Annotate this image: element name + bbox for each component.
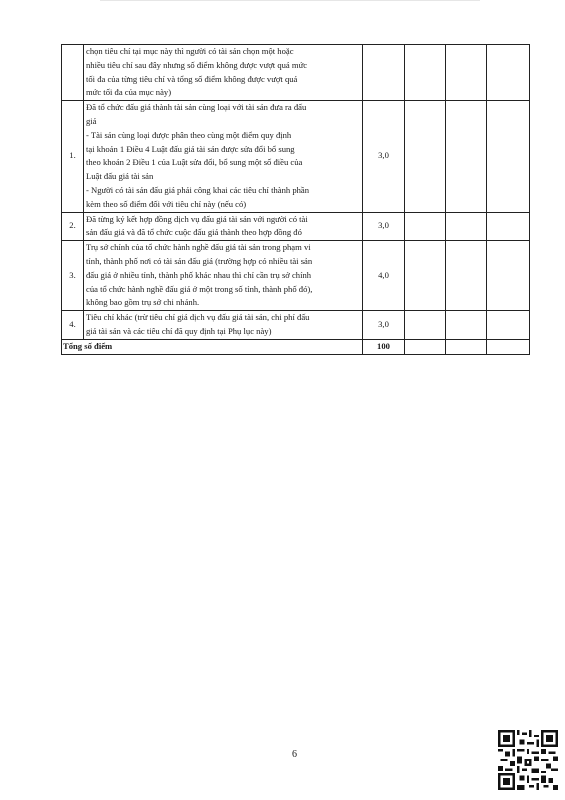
desc-line: Trụ sở chính của tổ chức hành nghề đấu giá tài sản trong phạm vi bbox=[86, 242, 311, 253]
max-points-cell: 3,0 bbox=[363, 101, 405, 212]
score-cell bbox=[487, 101, 530, 212]
desc-line: Đã tổ chức đấu giá thành tài sản cùng loại với tài sản đưa ra đấu bbox=[86, 102, 307, 113]
desc-line: nhiều tiêu chí sau đây nhưng số điểm không được vượt quá mức bbox=[86, 59, 308, 70]
desc-line: không bao gồm trụ sở chi nhánh. bbox=[86, 297, 200, 308]
desc-line: Tiêu chí khác (trừ tiêu chí giá dịch vụ đấu giá tài sản, chi phí đấu bbox=[86, 312, 310, 323]
desc-line: - Người có tài sản đấu giá phải công khai các tiêu chí thành phần bbox=[86, 184, 310, 195]
table-row-criterion-2 bbox=[62, 212, 530, 241]
score-cell bbox=[487, 241, 530, 311]
score-cell bbox=[405, 101, 446, 212]
desc-line: đấu giá ở nhiều tỉnh, thành phố khác nhau thì chỉ cần trụ sở chính bbox=[86, 269, 312, 280]
desc-line: giá bbox=[86, 115, 97, 126]
score-cell bbox=[405, 212, 446, 241]
desc-line: tỉnh, thành phố nơi có tài sản đấu giá (trường hợp có nhiều tài sản bbox=[86, 255, 313, 266]
stt-cell bbox=[62, 45, 84, 101]
max-points-cell: 4,0 bbox=[363, 241, 405, 311]
scoring-criteria-table bbox=[61, 44, 530, 355]
desc-line: sản đấu giá và đã tổ chức cuộc đấu giá thành theo hợp đồng đó bbox=[86, 227, 302, 238]
desc-line: mức tối đa của mục này) bbox=[86, 87, 172, 98]
score-cell bbox=[446, 311, 487, 340]
stt-cell: 3. bbox=[62, 241, 84, 311]
desc-line: Luật đấu giá tài sản bbox=[86, 171, 154, 182]
desc-line: giá tài sản và các tiêu chí đã quy định tại Phụ lục này) bbox=[86, 325, 272, 336]
scan-edge-line bbox=[100, 0, 480, 1]
criterion-description bbox=[84, 212, 363, 241]
page-number: 6 bbox=[292, 749, 297, 760]
score-cell bbox=[487, 311, 530, 340]
desc-line: - Tài sản cùng loại được phân theo cùng một điểm quy định bbox=[86, 129, 292, 140]
desc-line: tại khoản 1 Điều 4 Luật đấu giá tài sản được sửa đổi bổ sung bbox=[86, 143, 295, 154]
desc-line: Đã từng ký kết hợp đồng dịch vụ đấu giá tài sản với người có tài bbox=[86, 213, 308, 224]
score-cell bbox=[405, 339, 446, 354]
max-points-cell bbox=[363, 45, 405, 101]
score-cell bbox=[446, 45, 487, 101]
score-cell bbox=[446, 339, 487, 354]
desc-line: chọn tiêu chí tại mục này thì người có tài sản chọn một hoặc bbox=[86, 46, 294, 56]
criterion-description bbox=[84, 101, 363, 212]
table-row-criterion-4 bbox=[62, 311, 530, 340]
max-points-cell: 3,0 bbox=[363, 212, 405, 241]
score-cell bbox=[446, 241, 487, 311]
total-label: Tổng số điểm bbox=[62, 339, 363, 354]
criterion-description bbox=[84, 241, 363, 311]
desc-line: của tổ chức hành nghề đấu giá ở một trong số tỉnh, thành phố đó), bbox=[86, 283, 313, 294]
desc-line: theo khoản 2 Điều 1 của Luật sửa đổi, bổ sung một số điều của bbox=[86, 157, 303, 168]
total-points: 100 bbox=[363, 339, 405, 354]
score-cell bbox=[446, 212, 487, 241]
desc-line: kèm theo số điểm đối với tiêu chí này (nếu có) bbox=[86, 198, 247, 209]
table-row-criterion-3 bbox=[62, 241, 530, 311]
desc-line: tối đa của từng tiêu chí và tổng số điểm không được vượt quá bbox=[86, 73, 298, 84]
criterion-description bbox=[84, 45, 363, 101]
stt-cell: 1. bbox=[62, 101, 84, 212]
score-cell bbox=[405, 45, 446, 101]
table-row-total bbox=[62, 339, 530, 354]
score-cell bbox=[487, 339, 530, 354]
stt-cell: 2. bbox=[62, 212, 84, 241]
score-cell bbox=[446, 101, 487, 212]
score-cell bbox=[405, 241, 446, 311]
criterion-description bbox=[84, 311, 363, 340]
table-row-continuation bbox=[62, 45, 530, 101]
max-points-cell: 3,0 bbox=[363, 311, 405, 340]
stt-cell: 4. bbox=[62, 311, 84, 340]
table-row-criterion-1 bbox=[62, 101, 530, 212]
score-cell bbox=[487, 212, 530, 241]
score-cell bbox=[405, 311, 446, 340]
qr-code-icon bbox=[498, 730, 558, 790]
score-cell bbox=[487, 45, 530, 101]
